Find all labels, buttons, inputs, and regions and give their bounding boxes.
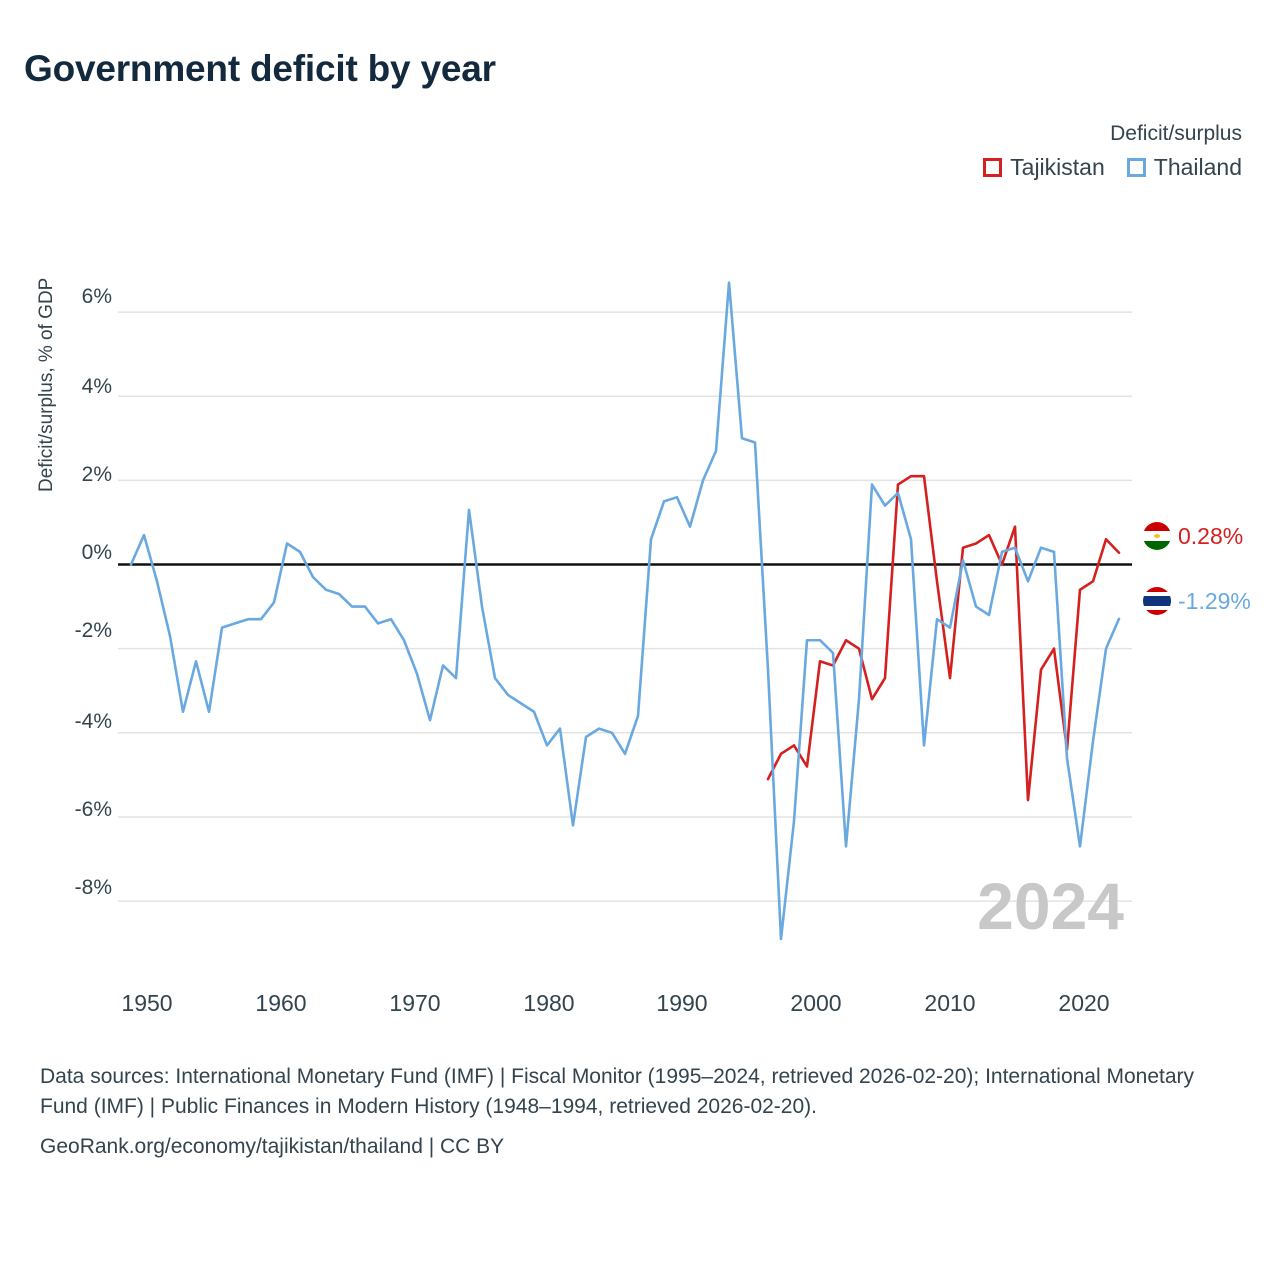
page-title: Government deficit by year: [24, 48, 496, 89]
endpoint-value: 0.28%: [1178, 522, 1244, 549]
endpoint-thailand: [1143, 587, 1251, 615]
endpoint-value: -1.29%: [1178, 587, 1251, 614]
x-tick-label: 2000: [790, 990, 842, 1016]
y-tick-label: 4%: [81, 375, 112, 398]
year-watermark: 2024: [977, 869, 1124, 943]
footer: [40, 1062, 1240, 1161]
legend-label: Tajikistan: [1010, 154, 1105, 180]
y-tick-label: 2%: [81, 463, 112, 486]
y-tick-label: 6%: [81, 285, 112, 308]
y-axis-label: Deficit/surplus, % of GDP: [36, 277, 57, 492]
y-tick-label: -8%: [74, 876, 112, 899]
x-tick-label: 1960: [255, 990, 307, 1016]
legend-title: Deficit/surplus: [1110, 122, 1242, 145]
x-tick-label: 1990: [656, 990, 708, 1016]
y-tick-label: -2%: [74, 619, 112, 642]
x-tick-label: 1970: [389, 990, 441, 1016]
endpoint-tajikistan: [1143, 522, 1243, 550]
x-tick-label: 2020: [1058, 990, 1110, 1016]
y-tick-label: -4%: [74, 710, 112, 733]
tajikistan-flag-icon: [1143, 522, 1171, 550]
x-tick-label: 2010: [924, 990, 976, 1016]
x-tick-label: 1950: [121, 990, 173, 1016]
footer-sources: Data sources: International Monetary Fund (IMF) | Fiscal Monitor (1995–2024, retrieved 2026-02-20); International Monetary Fund (IMF) | Public Finances in Modern History (1948–1994, retrieved 2026-02-20).: [40, 1065, 1195, 1118]
y-tick-label: -6%: [74, 798, 112, 821]
legend-label: Thailand: [1153, 154, 1242, 180]
y-tick-label: 0%: [81, 541, 112, 564]
footer-attribution: GeoRank.org/economy/tajikistan/thailand | CC BY: [40, 1134, 505, 1158]
thailand-flag-icon: [1143, 587, 1171, 615]
x-tick-label: 1980: [523, 990, 575, 1016]
